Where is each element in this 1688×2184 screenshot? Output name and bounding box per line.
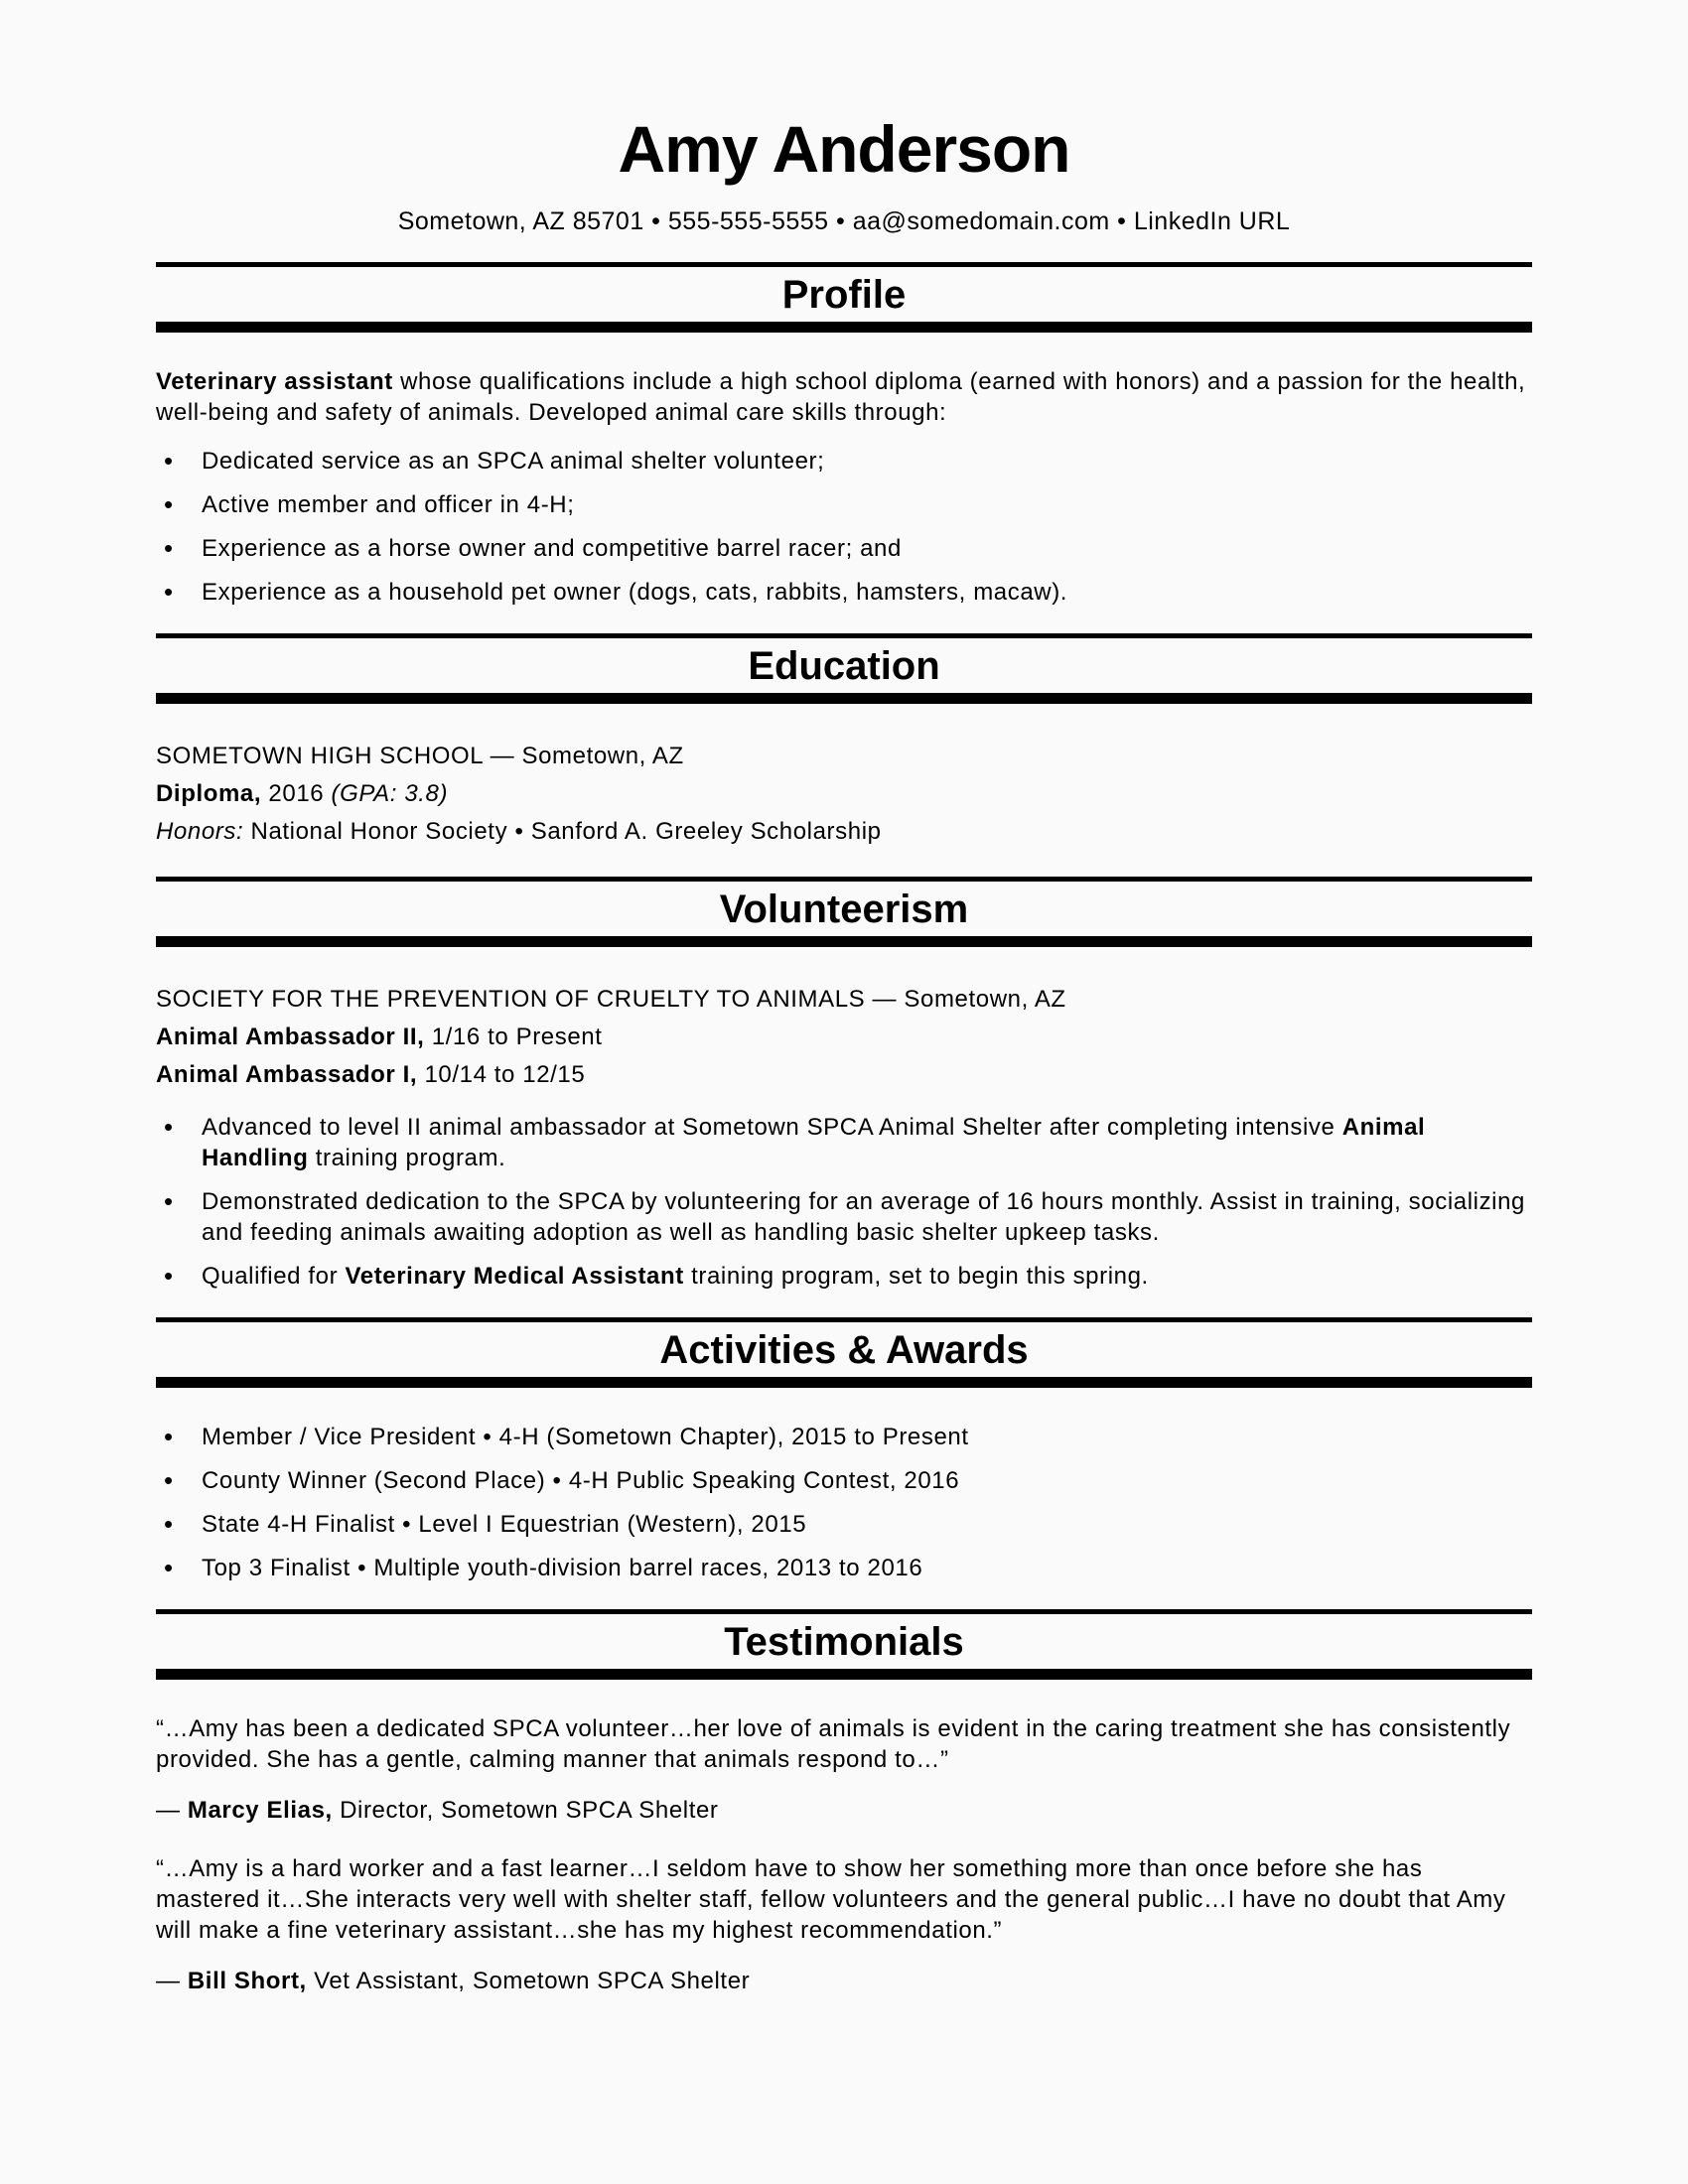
testimonial-quote: “…Amy has been a dedicated SPCA volunteer…her love of animals is evident in the caring treatment she has consistently provided. She has a gentle, calming manner that animals respond to…” bbox=[156, 1715, 1511, 1773]
role-dates: 10/14 to 12/15 bbox=[417, 1061, 586, 1088]
bullet-text: Top 3 Finalist • Multiple youth-division barrel races, 2013 to 2016 bbox=[202, 1555, 923, 1581]
degree-year: 2016 bbox=[261, 780, 332, 807]
volunteerism-org-line: SOCIETY FOR THE PREVENTION OF CRUELTY TO ANIMALS — Sometown, AZ bbox=[156, 986, 1066, 1013]
list-item bbox=[156, 577, 1532, 608]
list-item bbox=[156, 1261, 1532, 1292]
section-rule-bottom bbox=[156, 1669, 1532, 1680]
role-dates: 1/16 to Present bbox=[424, 1024, 603, 1050]
profile-intro bbox=[156, 366, 1532, 428]
role-title: Animal Ambassador II, bbox=[156, 1024, 425, 1050]
section-education bbox=[156, 633, 1532, 851]
contact-line: Sometown, AZ 85701 • 555-555-5555 • aa@somedomain.com • LinkedIn URL bbox=[397, 207, 1291, 235]
section-volunteerism bbox=[156, 877, 1532, 1292]
testimonial-attribution bbox=[156, 1966, 1532, 1996]
bullet-text: Qualified for bbox=[202, 1263, 346, 1290]
testimonial-attribution bbox=[156, 1795, 1532, 1826]
education-school-line: SOMETOWN HIGH SCHOOL — Sometown, AZ bbox=[156, 743, 684, 769]
attribution-dash: — bbox=[156, 1968, 188, 1994]
section-title-profile: Profile bbox=[781, 273, 907, 317]
testimonial-quote: “…Amy is a hard worker and a fast learner…I seldom have to show her something more than once before she has mastered it…She interacts very well with shelter staff, fellow volunteers and the general public…I have no doubt that Amy will make a fine veterinary assistant…she has my highest recommendation.” bbox=[156, 1855, 1506, 1944]
list-item bbox=[156, 1465, 1532, 1496]
activities-bullet-list bbox=[156, 1422, 1532, 1583]
list-item bbox=[156, 1186, 1532, 1248]
list-item bbox=[156, 446, 1532, 477]
section-profile bbox=[156, 262, 1532, 608]
honors-label: Honors: bbox=[156, 818, 244, 845]
attribution-name: Marcy Elias, bbox=[187, 1797, 333, 1824]
list-item bbox=[156, 1422, 1532, 1452]
bullet-bold: Animal Handling bbox=[202, 1114, 1426, 1171]
attribution-dash: — bbox=[156, 1797, 188, 1824]
bullet-text: Dedicated service as an SPCA animal shelter volunteer; bbox=[202, 448, 825, 475]
attribution-name: Bill Short, bbox=[187, 1968, 307, 1994]
section-rule-bottom bbox=[156, 322, 1532, 333]
honors-list: National Honor Society • Sanford A. Greeley Scholarship bbox=[243, 818, 882, 845]
list-item bbox=[156, 1509, 1532, 1540]
section-title-education: Education bbox=[748, 644, 940, 688]
volunteerism-details bbox=[156, 981, 1532, 1094]
section-rule-bottom bbox=[156, 936, 1532, 947]
profile-intro-rest: whose qualifications include a high school diploma (earned with honors) and a passion for the health, well-being and safety of animals. Developed animal care skills through: bbox=[156, 368, 1526, 426]
role-title: Animal Ambassador I, bbox=[156, 1061, 418, 1088]
education-details bbox=[156, 738, 1532, 851]
degree-label: Diploma, bbox=[156, 780, 262, 807]
bullet-text: State 4-H Finalist • Level I Equestrian (Western), 2015 bbox=[202, 1511, 807, 1538]
section-rule-bottom bbox=[156, 1377, 1532, 1388]
section-activities-awards bbox=[156, 1317, 1532, 1583]
section-title-testimonials: Testimonials bbox=[724, 1620, 964, 1664]
resume-name: Amy Anderson bbox=[618, 112, 1070, 186]
bullet-text: training program. bbox=[308, 1145, 506, 1171]
profile-intro-bold: Veterinary assistant bbox=[156, 368, 393, 395]
volunteerism-role-line bbox=[156, 1019, 1532, 1056]
volunteerism-bullet-list bbox=[156, 1112, 1532, 1292]
degree-gpa: (GPA: 3.8) bbox=[331, 780, 449, 807]
section-title-volunteerism: Volunteerism bbox=[719, 887, 969, 931]
attribution-role: Vet Assistant, Sometown SPCA Shelter bbox=[306, 1968, 751, 1994]
volunteerism-role-line bbox=[156, 1056, 1532, 1094]
section-title-activities: Activities & Awards bbox=[659, 1328, 1029, 1372]
section-testimonials bbox=[156, 1609, 1532, 1996]
bullet-text: Active member and officer in 4-H; bbox=[202, 491, 575, 518]
bullet-text: Advanced to level II animal ambassador at Sometown SPCA Animal Shelter after completing intensive bbox=[202, 1114, 1342, 1141]
education-degree-line bbox=[156, 775, 1532, 813]
list-item bbox=[156, 489, 1532, 520]
bullet-text: Experience as a household pet owner (dogs, cats, rabbits, hamsters, macaw). bbox=[202, 579, 1068, 606]
list-item bbox=[156, 533, 1532, 564]
attribution-role: Director, Sometown SPCA Shelter bbox=[332, 1797, 719, 1824]
education-honors-line bbox=[156, 813, 1532, 851]
section-rule-bottom bbox=[156, 693, 1532, 704]
bullet-text: Experience as a horse owner and competitive barrel racer; and bbox=[202, 535, 902, 562]
bullet-bold: Veterinary Medical Assistant bbox=[345, 1263, 684, 1290]
list-item bbox=[156, 1112, 1532, 1173]
bullet-text: County Winner (Second Place) • 4-H Public Speaking Contest, 2016 bbox=[202, 1467, 960, 1494]
bullet-text: Member / Vice President • 4-H (Sometown Chapter), 2015 to Present bbox=[202, 1424, 969, 1450]
bullet-text: Demonstrated dedication to the SPCA by volunteering for an average of 16 hours monthly. Assist in training, socializing and feeding animals awaiting adoption as well as handling basic shelter upkeep tasks. bbox=[202, 1188, 1525, 1246]
bullet-text: training program, set to begin this spring. bbox=[683, 1263, 1149, 1290]
profile-bullet-list bbox=[156, 446, 1532, 608]
list-item bbox=[156, 1553, 1532, 1583]
